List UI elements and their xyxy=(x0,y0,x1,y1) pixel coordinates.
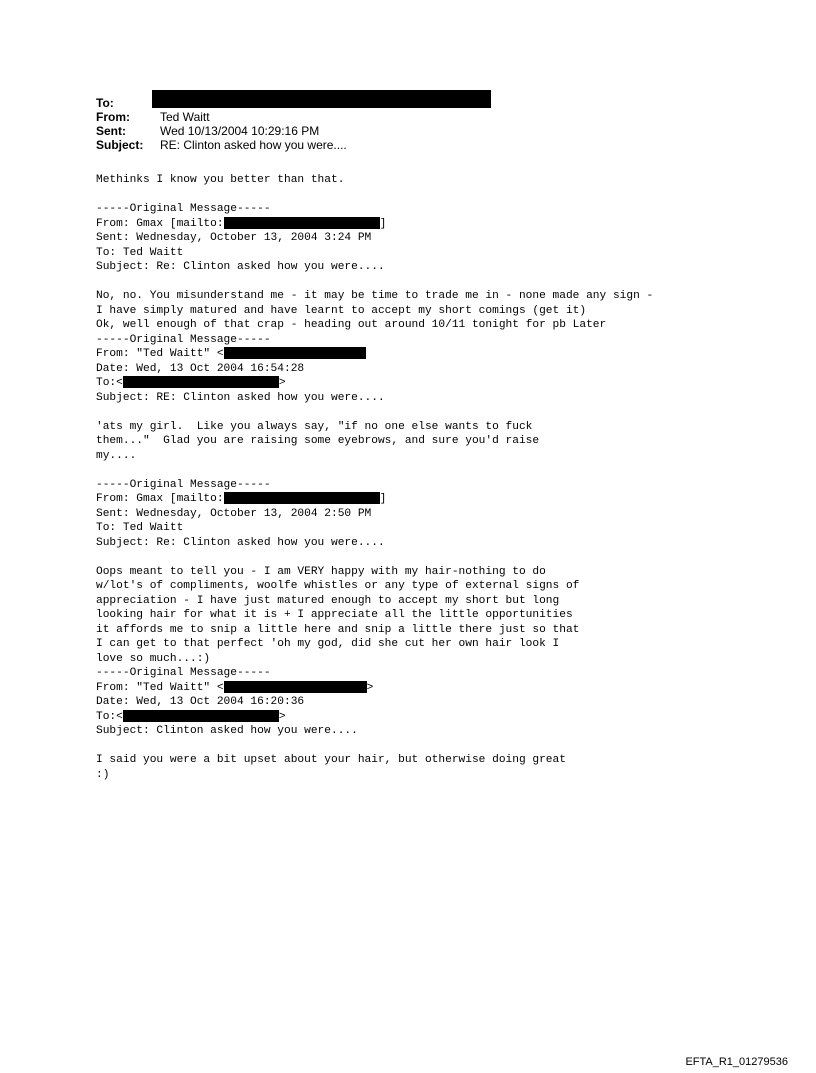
body-line: Oops meant to tell you - I am VERY happy with my hair-nothing to do xyxy=(96,565,546,578)
to-text: To:< xyxy=(96,377,123,389)
body-line: -----Original Message----- xyxy=(96,667,271,679)
body-line: them..." Glad you are raising some eyebrows, and sure you'd raise xyxy=(96,435,540,447)
body-line: To: Ted Waitt xyxy=(96,522,184,534)
body-line: I have simply matured and have learnt to accept my short comings (get it) xyxy=(96,304,587,317)
from-text: From: Gmax [mailto: xyxy=(96,217,224,230)
body-line: w/lot's of compliments, woolfe whistles or any type of external signs of xyxy=(96,580,580,592)
blank-line xyxy=(96,275,653,290)
from-value: Ted Waitt xyxy=(160,110,210,124)
sent-value: Wed 10/13/2004 10:29:16 PM xyxy=(160,124,320,138)
body-line: -----Original Message----- xyxy=(96,203,271,215)
email-body xyxy=(96,173,653,782)
body-line: 'ats my girl. Like you always say, "if no one else wants to fuck xyxy=(96,420,533,433)
body-line: appreciation - I have just matured enough to accept my short but long xyxy=(96,594,560,607)
redaction-box xyxy=(123,376,279,388)
subject-label: Subject: xyxy=(96,138,144,152)
body-line: Subject: Re: Clinton asked how you were.... xyxy=(96,536,385,549)
body-line: Subject: RE: Clinton asked how you were.... xyxy=(96,391,385,404)
body-line: Date: Wed, 13 Oct 2004 16:54:28 xyxy=(96,362,305,375)
to-label: To: xyxy=(96,96,114,110)
from-text: From: "Ted Waitt" < xyxy=(96,348,224,360)
blank-line xyxy=(96,550,653,565)
body-line xyxy=(96,710,653,725)
subject-row xyxy=(96,138,491,152)
redaction-box xyxy=(224,681,367,693)
to-text: To:< xyxy=(96,710,123,723)
subject-value: RE: Clinton asked how you were.... xyxy=(160,138,347,152)
redaction-box xyxy=(152,90,491,108)
to-row xyxy=(96,96,491,110)
redaction-box xyxy=(224,347,366,359)
sent-row xyxy=(96,124,491,138)
redaction-box xyxy=(224,492,380,504)
blank-line xyxy=(96,188,653,203)
body-line xyxy=(96,217,653,232)
bracket-text: > xyxy=(366,681,374,694)
from-row xyxy=(96,110,491,124)
body-line: I said you were a bit upset about your hair, but otherwise doing great xyxy=(96,754,566,766)
body-line: Methinks I know you better than that. xyxy=(96,174,345,186)
body-line: love so much...:) xyxy=(96,652,211,665)
bracket-text: ] xyxy=(379,493,387,505)
body-line xyxy=(96,347,653,362)
from-text: From: Gmax [mailto: xyxy=(96,493,224,505)
document-id: EFTA_R1_01279536 xyxy=(685,1056,788,1068)
body-line: To: Ted Waitt xyxy=(96,246,184,259)
from-text: From: "Ted Waitt" < xyxy=(96,681,224,694)
body-line: Subject: Clinton asked how you were.... xyxy=(96,725,358,737)
body-line xyxy=(96,681,653,696)
blank-line xyxy=(96,405,653,420)
blank-line xyxy=(96,463,653,478)
body-line: -----Original Message----- xyxy=(96,478,271,491)
from-label: From: xyxy=(96,110,130,124)
body-line: No, no. You misunderstand me - it may be time to trade me in - none made any sign - xyxy=(96,290,654,302)
sent-label: Sent: xyxy=(96,124,126,138)
body-line: it affords me to snip a little here and snip a little there just so that xyxy=(96,623,580,636)
body-line: looking hair for what it is + I appreciate all the little opportunities xyxy=(96,609,573,621)
body-line: Sent: Wednesday, October 13, 2004 2:50 PM xyxy=(96,507,372,520)
body-line: Sent: Wednesday, October 13, 2004 3:24 PM xyxy=(96,232,372,244)
body-line: I can get to that perfect 'oh my god, did she cut her own hair look I xyxy=(96,638,560,650)
bracket-text: > xyxy=(278,377,286,389)
body-line: my.... xyxy=(96,449,137,462)
redaction-box xyxy=(123,710,279,722)
body-line: Subject: Re: Clinton asked how you were.... xyxy=(96,261,385,273)
blank-line xyxy=(96,739,653,754)
redaction-box xyxy=(224,217,380,229)
body-line: :) xyxy=(96,768,110,781)
body-line xyxy=(96,492,653,507)
bracket-text: ] xyxy=(379,217,387,230)
bracket-text: > xyxy=(278,710,286,723)
body-line: Ok, well enough of that crap - heading out around 10/11 tonight for pb Later xyxy=(96,319,607,331)
body-line xyxy=(96,376,653,391)
body-line: -----Original Message----- xyxy=(96,333,271,346)
email-header xyxy=(96,96,491,152)
body-line: Date: Wed, 13 Oct 2004 16:20:36 xyxy=(96,696,305,708)
